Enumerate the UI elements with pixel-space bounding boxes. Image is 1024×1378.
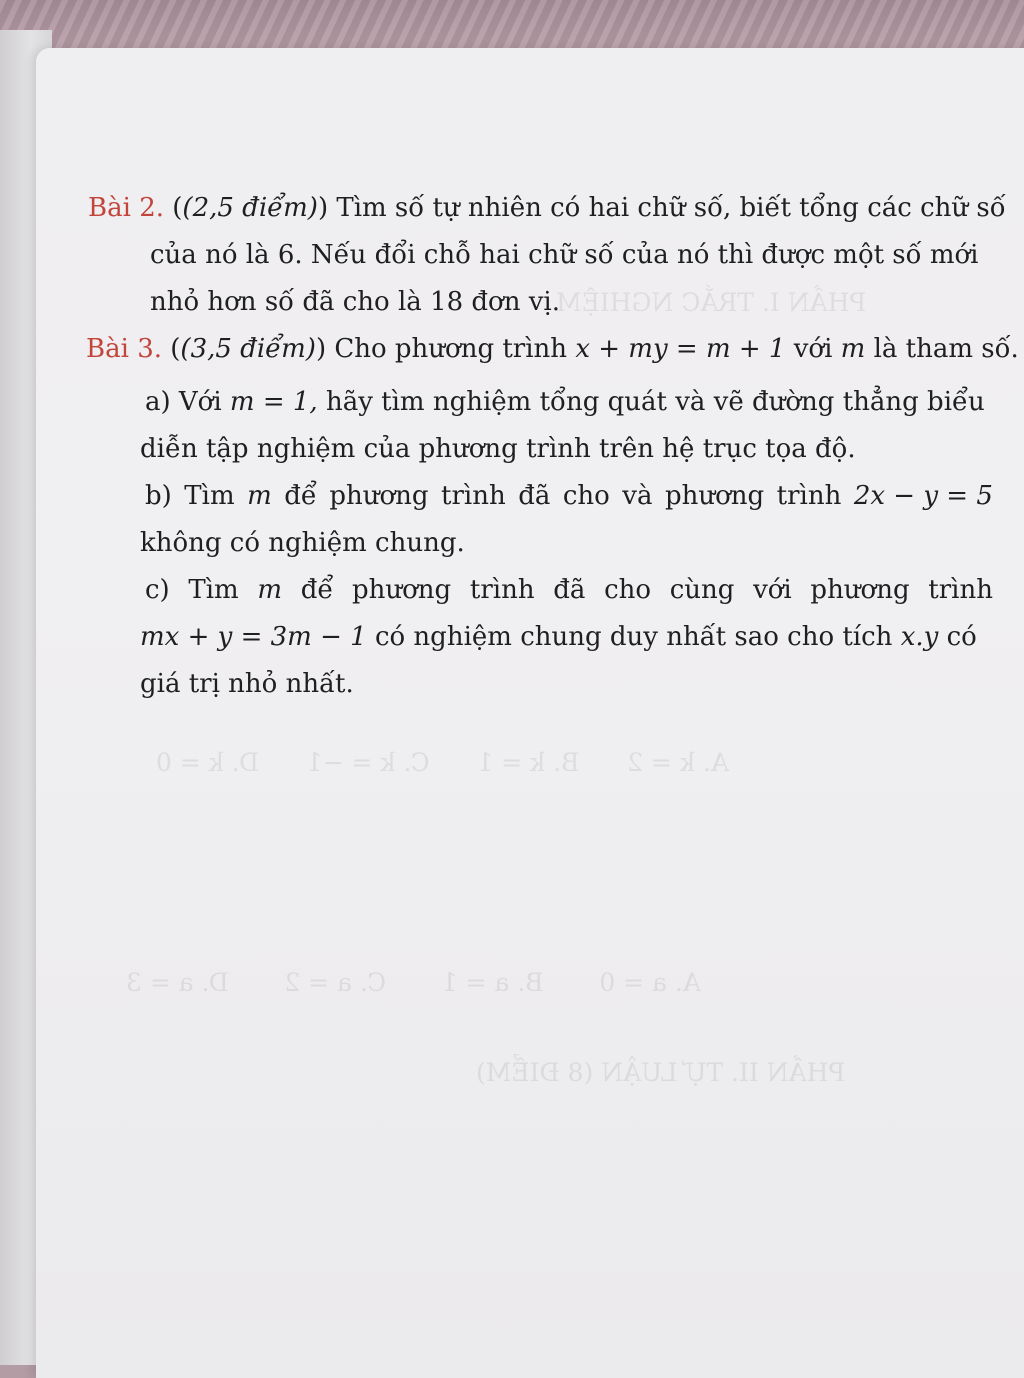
word: cho [562, 481, 610, 511]
bai3-intro-end: là tham số. [873, 334, 1019, 364]
part-c-line-2 [88, 614, 993, 661]
bai2-text: Tìm số tự nhiên có hai chữ số, biết tổng các chữ số [336, 193, 1006, 223]
word: trình [441, 481, 506, 511]
part-c-param: m [257, 575, 283, 605]
part-a-condition: m = 1, [229, 387, 318, 417]
word: trình [469, 575, 535, 605]
bai3-equation: x + my = m + 1 [575, 334, 786, 364]
part-c-text-end: có [946, 622, 977, 652]
problem-text [86, 185, 1019, 708]
bai3-points: ((3,5 điểm)) [170, 334, 327, 364]
word: và [622, 481, 653, 511]
part-b-param: m [247, 481, 272, 511]
part-c-product: x.y [900, 622, 939, 652]
bai2-label: Bài 2. [88, 193, 164, 223]
word: phương [352, 575, 452, 605]
bleed-through-text: A. k = 2 B. k = 1 C. k = −1 D. k = 0 [156, 748, 729, 777]
bleed-through-text: PHẦN I. TRẮC NGHIỆM [556, 288, 867, 317]
word: trình [776, 481, 842, 511]
bleed-through-text: A. a = 0 B. a = 1 C. a = 2 D. a = 3 [126, 968, 701, 997]
part-c-equation: mx + y = 3m − 1 [140, 622, 367, 652]
word: c) [145, 575, 170, 605]
part-b-line-1 [88, 473, 993, 520]
bai3-intro-with: với [793, 334, 833, 364]
part-a-label: a) Với [145, 387, 222, 417]
word: cho [604, 575, 652, 605]
bleed-through-text: PHẦN II. TỰ LUẬN (8 ĐIỂM) [476, 1058, 846, 1087]
part-c-text: có nghiệm chung duy nhất sao cho tích [374, 622, 893, 652]
bai3-line-1 [86, 326, 1019, 373]
bai3-label: Bài 3. [86, 334, 162, 364]
bai2-line-2: của nó là 6. Nếu đổi chỗ hai chữ số của nó thì được một số mới [150, 240, 979, 270]
part-b-equation: 2x − y = 5 [853, 481, 993, 511]
bai2-points-text: (2,5 điểm) [182, 193, 318, 223]
part-a-line-2: diễn tập nghiệm của phương trình trên hệ trục tọa độ. [140, 434, 856, 464]
word: cùng [669, 575, 735, 605]
bai2-line-1 [88, 185, 1006, 232]
bai3-param: m [840, 334, 866, 364]
word: với [753, 575, 792, 605]
part-b-line-2: không có nghiệm chung. [140, 528, 465, 558]
part-a-text: hãy tìm nghiệm tổng quát và vẽ đường thẳng biểu [325, 387, 985, 417]
part-a-line-1 [88, 379, 993, 426]
word: phương [664, 481, 765, 511]
word: phương [329, 481, 429, 511]
part-c-line-3: giá trị nhỏ nhất. [140, 669, 354, 699]
bai2-line-3: nhỏ hơn số đã cho là 18 đơn vị. [150, 287, 560, 317]
word: để [284, 481, 317, 511]
word: trình [928, 575, 993, 605]
part-c-line-1 [88, 567, 993, 614]
word: phương [810, 575, 910, 605]
word: đã [518, 481, 551, 511]
bai3-points-text: (3,5 điểm) [180, 334, 316, 364]
word: đã [553, 575, 586, 605]
bai3-intro: Cho phương trình [334, 334, 568, 364]
word: Tìm [188, 575, 239, 605]
bai2-points: ((2,5 điểm)) [172, 193, 329, 223]
word: b) [145, 481, 172, 511]
word: để [300, 575, 334, 605]
word: Tìm [184, 481, 235, 511]
